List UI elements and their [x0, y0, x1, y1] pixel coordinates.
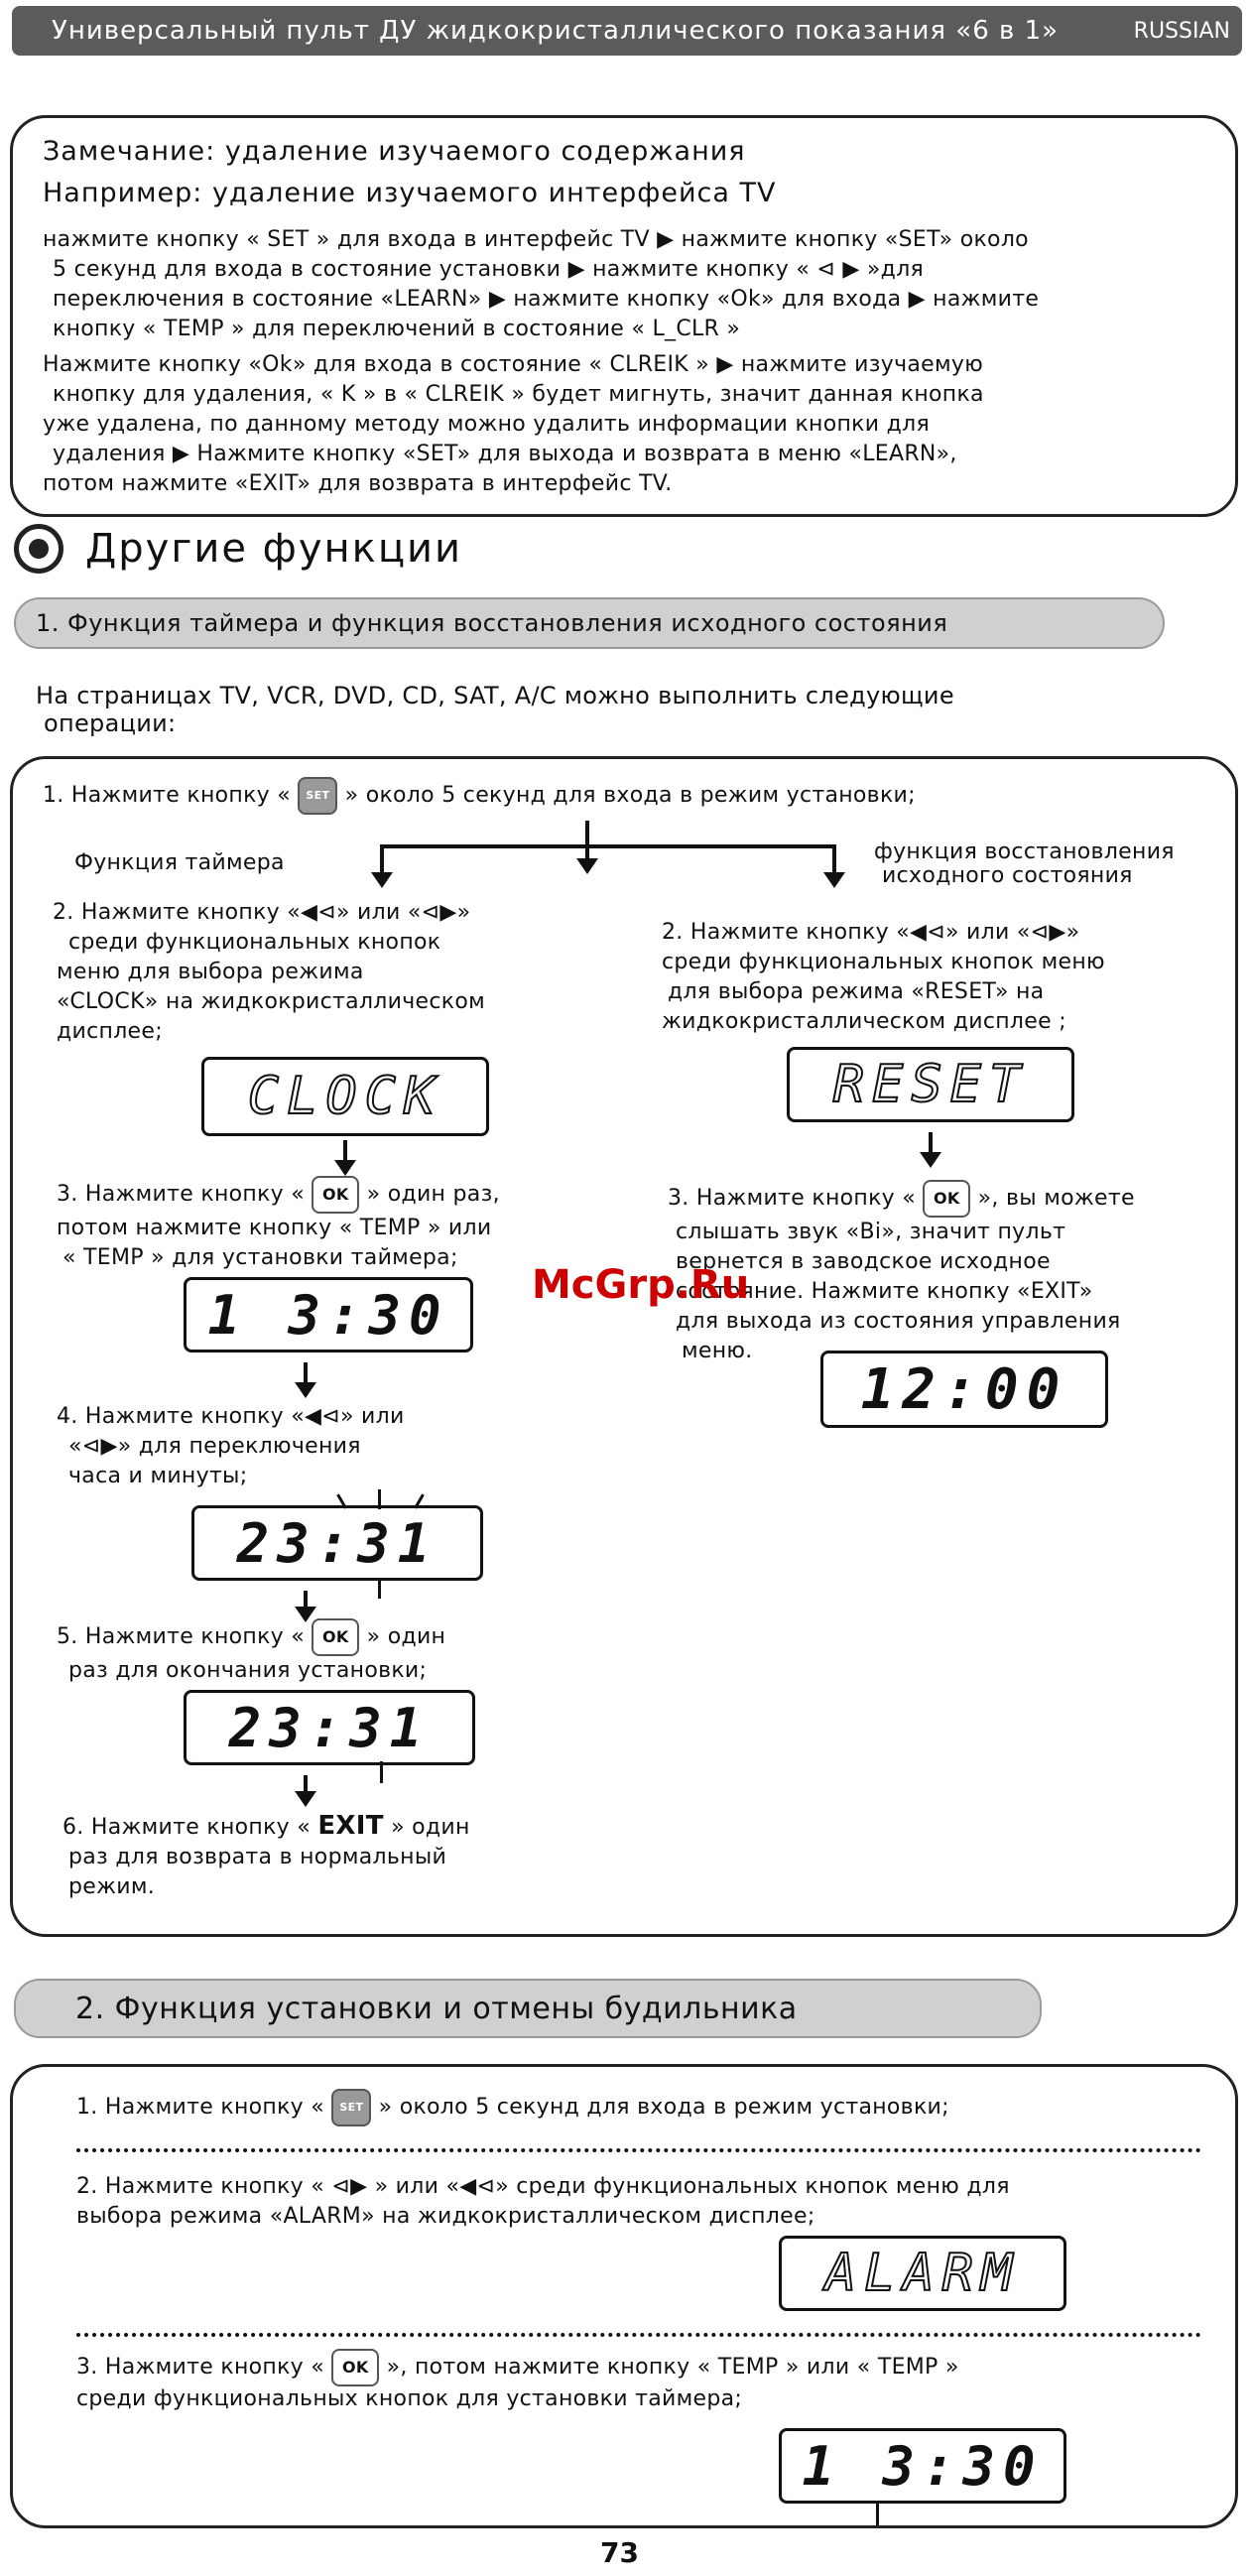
ok-button-icon — [331, 2349, 379, 2386]
left-step6-post: » один — [391, 1815, 470, 1840]
right-step3-1 — [668, 1180, 1135, 1218]
right-step3-4: состояние. Нажмите кнопку «EXIT» — [676, 1279, 1093, 1304]
left-step4-1: 4. Нажмите кнопку «◀⊲» или — [57, 1404, 405, 1429]
exit-label: EXIT — [317, 1811, 384, 1841]
ok-label: OK — [934, 1189, 960, 1208]
right-step3-pre: 3. Нажмите кнопку « — [668, 1186, 917, 1211]
section1-title-text: 1. Функция таймера и функция восстановления исходного состояния — [36, 609, 948, 637]
ok-button-icon — [923, 1180, 970, 1218]
left-step6-1 — [63, 1811, 470, 1843]
note-line-4: кнопку « TEMP » для переключений в состояние « L_CLR » — [53, 317, 741, 341]
arrow-after-2331-final — [304, 1775, 308, 1793]
blink-tick — [378, 1579, 381, 1599]
left-step2-2: среди функциональных кнопок — [68, 930, 441, 955]
lcd-reset — [787, 1047, 1074, 1122]
lcd-alarm-time-text: 1 3:30 — [802, 2434, 1044, 2498]
arrow-after-1330 — [304, 1362, 308, 1384]
branch-line — [380, 844, 836, 848]
section1-intro-2: операции: — [44, 709, 177, 737]
arrow-after-clock — [343, 1140, 347, 1162]
arrow-after-reset — [929, 1132, 933, 1154]
lcd-alarm — [779, 2236, 1066, 2311]
header-bar — [12, 6, 1242, 56]
right-step3-post: », вы можете — [977, 1186, 1135, 1211]
other-functions-title: Другие функции — [85, 526, 463, 572]
branch-arrow-right — [832, 844, 836, 874]
right-step3-5: для выхода из состояния управления — [676, 1309, 1121, 1334]
set-label: SET — [306, 789, 330, 802]
note-line-5: Нажмите кнопку «Ok» для входа в состояние « CLREIK » ▶ нажмите изучаемую — [43, 352, 984, 377]
right-step3-3: вернется в заводское исходное — [676, 1249, 1051, 1274]
lcd-time-1330 — [184, 1277, 473, 1352]
ok-button-icon — [312, 1176, 359, 1214]
right-step2-1: 2. Нажмите кнопку «◀⊲» или «⊲▶» — [662, 920, 1080, 945]
lcd-2331-final-text: 23:31 — [228, 1696, 431, 1759]
set-button-icon — [298, 777, 337, 815]
left-step2-5: дисплее; — [57, 1019, 163, 1044]
lcd-time-1200 — [820, 1351, 1108, 1428]
lcd-clock — [201, 1057, 489, 1136]
s2-step3-2: среди функциональных кнопок для установки таймера; — [76, 2386, 743, 2411]
reset-function-label-1: функция восстановления — [874, 839, 1175, 864]
left-step4-3: часа и минуты; — [68, 1464, 248, 1488]
set-label: SET — [339, 2101, 364, 2114]
arrow-after-2331 — [304, 1591, 308, 1609]
s2-step3-1 — [76, 2349, 959, 2386]
ok-label: OK — [322, 1185, 349, 1204]
left-step2-3: меню для выбора режима — [57, 960, 364, 984]
right-step2-3: для выбора режима «RESET» на — [668, 979, 1045, 1004]
s2-step2-2: выбора режима «ALARM» на жидкокристаллическом дисплее; — [76, 2204, 815, 2229]
s2-step1-pre: 1. Нажмите кнопку « — [76, 2095, 325, 2120]
bullet-circle-icon — [14, 524, 63, 574]
lcd-clock-text: CLOCK — [247, 1067, 443, 1126]
page-number: 73 — [600, 2536, 639, 2569]
lcd-alarm-text: ALARM — [824, 2244, 1021, 2303]
blink-tick — [380, 1761, 383, 1783]
note-line-7: уже удалена, по данному методу можно удалить информации кнопки для — [43, 412, 931, 437]
left-step3-2: потом нажмите кнопку « TEMP » или — [57, 1216, 492, 1240]
lcd-1200-text: 12:00 — [860, 1356, 1068, 1422]
branch-arrow-left — [380, 844, 384, 874]
divider — [76, 2148, 1201, 2152]
left-step6-3: режим. — [68, 1874, 156, 1899]
section2-box — [10, 2064, 1238, 2528]
left-step2-1: 2. Нажмите кнопку «◀⊲» или «⊲▶» — [53, 900, 471, 925]
right-step2-2: среди функциональных кнопок меню — [662, 950, 1105, 974]
other-functions-heading — [14, 524, 462, 574]
lcd-reset-text: RESET — [832, 1055, 1029, 1114]
ok-label: OK — [342, 2358, 369, 2377]
note-line-9: потом нажмите «EXIT» для возврата в интерфейс TV. — [43, 471, 673, 496]
lcd-time-2331-blink — [191, 1505, 483, 1581]
left-step6-pre: 6. Нажмите кнопку « — [63, 1815, 312, 1840]
left-step5-1 — [57, 1618, 445, 1656]
note-box — [10, 115, 1238, 517]
left-step3-pre: 3. Нажмите кнопку « — [57, 1182, 306, 1207]
blink-tick — [378, 1489, 381, 1509]
header-title: Универсальный пульт ДУ жидкокристаллического показания «6 в 1» — [52, 16, 1060, 46]
note-example-title: Например: удаление изучаемого интерфейса TV — [43, 178, 777, 208]
note-title: Замечание: удаление изучаемого содержания — [43, 136, 746, 167]
s2-step1 — [76, 2089, 949, 2126]
timer-function-label: Функция таймера — [74, 850, 285, 875]
section2-title — [14, 1979, 1042, 2038]
reset-function-label-2: исходного состояния — [882, 863, 1133, 888]
left-step4-2: «⊲▶» для переключения — [68, 1434, 361, 1459]
note-line-3: переключения в состояние «LEARN» ▶ нажмите кнопку «Ok» для входа ▶ нажмите — [53, 287, 1040, 312]
left-step6-2: раз для возврата в нормальный — [68, 1845, 447, 1869]
left-step3-1 — [57, 1176, 500, 1214]
left-step3-3: « TEMP » для установки таймера; — [63, 1245, 458, 1270]
ok-button-icon — [312, 1618, 359, 1656]
lcd-alarm-time — [779, 2428, 1066, 2504]
branch-arrow-center — [585, 821, 589, 860]
left-step2-4: «CLOCK» на жидкокристаллическом — [57, 989, 486, 1014]
note-line-6: кнопку для удаления, « K » в « CLREIK » будет мигнуть, значит данная кнопка — [53, 382, 984, 407]
section1-box — [10, 756, 1238, 1937]
note-line-1: нажмите кнопку « SET » для входа в интерфейс TV ▶ нажмите кнопку «SET» около — [43, 227, 1029, 252]
right-step3-6: меню. — [682, 1339, 753, 1363]
blink-tick — [876, 2504, 879, 2525]
watermark: McGrp.Ru — [532, 1262, 750, 1308]
header-language: RUSSIAN — [1133, 19, 1230, 44]
section2-title-text: 2. Функция установки и отмены будильника — [75, 1991, 798, 2026]
s1-step1-post: » около 5 секунд для входа в режим установки; — [344, 783, 916, 808]
section1-intro-1: На страницах TV, VCR, DVD, CD, SAT, A/C можно выполнить следующие — [36, 682, 954, 709]
s1-step1 — [43, 777, 916, 815]
note-line-2: 5 секунд для входа в состояние установки ▶ нажмите кнопку « ⊲ ▶ »для — [53, 257, 925, 282]
s2-step3-pre: 3. Нажмите кнопку « — [76, 2355, 325, 2380]
set-button-icon — [331, 2089, 371, 2126]
s2-step1-post: » около 5 секунд для входа в режим установки; — [378, 2095, 949, 2120]
s2-step2-1: 2. Нажмите кнопку « ⊲▶ » или «◀⊲» среди функциональных кнопок меню для — [76, 2174, 1010, 2199]
lcd-time-2331-final — [184, 1690, 475, 1765]
lcd-1330-text: 1 3:30 — [207, 1283, 449, 1347]
right-step3-2: слышать звук «Bi», значит пульт — [676, 1220, 1066, 1244]
lcd-2331-text: 23:31 — [236, 1511, 438, 1575]
divider — [76, 2333, 1201, 2337]
left-step5-post: » один — [366, 1624, 446, 1649]
ok-label: OK — [322, 1627, 349, 1646]
note-line-8: удаления ▶ Нажмите кнопку «SET» для выхода и возврата в меню «LEARN», — [53, 442, 957, 466]
section1-title — [14, 597, 1165, 649]
left-step5-2: раз для окончания установки; — [68, 1658, 428, 1683]
right-step2-4: жидкокристаллическом дисплее ; — [662, 1009, 1066, 1034]
left-step3-post: » один раз, — [366, 1182, 500, 1207]
s2-step3-post: », потом нажмите кнопку « TEMP » или « TEMP » — [386, 2355, 959, 2380]
s1-step1-pre: 1. Нажмите кнопку « — [43, 783, 292, 808]
left-step5-pre: 5. Нажмите кнопку « — [57, 1624, 306, 1649]
